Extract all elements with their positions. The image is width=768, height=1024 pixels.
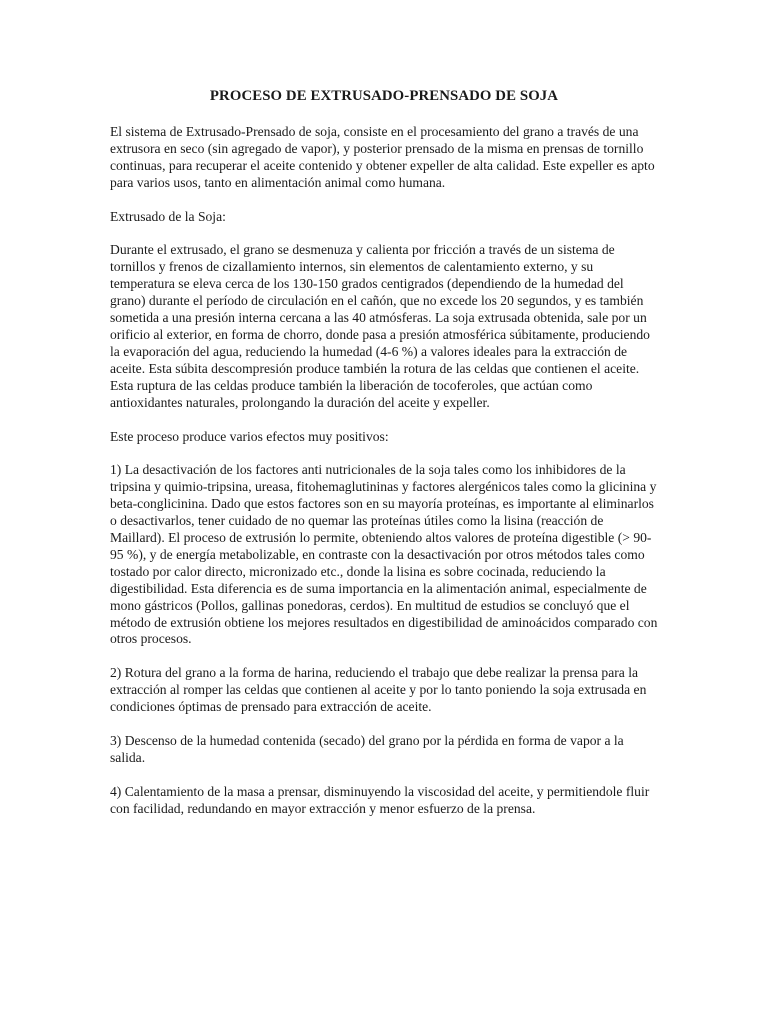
paragraph-intro: El sistema de Extrusado-Prensado de soja, consiste en el procesamiento del grano a través de una extrusora en seco (sin agregado de vapor), y posterior prensado de la misma en prensas de tornillo continuas, para recuperar el aceite contenido y obtener expeller de alta calidad. Este expeller es apto para varios usos, tanto en alimentación animal como humana. bbox=[110, 123, 655, 190]
document-title: PROCESO DE EXTRUSADO-PRENSADO DE SOJA bbox=[209, 88, 559, 104]
paragraph-effects-intro: Este proceso produce varios efectos muy positivos: bbox=[110, 428, 389, 444]
document-page bbox=[110, 88, 658, 835]
list-item-effect-1: 1) La desactivación de los factores anti nutricionales de la soja tales como los inhibidores de la tripsina y quimio-tripsina, ureasa, fitohemaglutininas y factores alergénicos tales como la glicinina y beta-conglicinina. Dado que estos factores son en su mayoría proteínas, es importante al eliminarlos o desactivarlos, tener cuidado de no quemar las proteínas útiles como la lisina (reacción de Maillard). El proceso de extrusión lo permite, obteniendo altos valores de proteína digestible (> 90-95 %), y de energía metabolizable, en contraste con la desactivación por otros métodos tales como tostado por calor directo, micronizado etc., donde la lisina es sobre cocinada, reduciendo la digestibilidad. Esta diferencia es de suma importancia en la alimentación animal, especialmente de mono gástricos (Pollos, gallinas ponedoras, cerdos). En multitud de estudios se concluyó que el método de extrusión obtiene los mejores resultados en digestibilidad de aminoácidos comparado con otros procesos. bbox=[110, 462, 658, 647]
section-heading-extrusado: Extrusado de la Soja: bbox=[110, 208, 226, 224]
list-item-effect-2: 2) Rotura del grano a la forma de harina, reduciendo el trabajo que debe realizar la prensa para la extracción al romper las celdas que contienen al aceite y por lo tanto poniendo la soja extrusada en condiciones óptimas de prensado para extracción de aceite. bbox=[110, 665, 647, 715]
list-item-effect-3: 3) Descenso de la humedad contenida (secado) del grano por la pérdida en forma de vapor a la salida. bbox=[110, 733, 624, 765]
paragraph-extrusado: Durante el extrusado, el grano se desmenuza y calienta por fricción a través de un sistema de tornillos y frenos de cizallamiento internos, sin elementos de calentamiento externo, y su temperatura se eleva cerca de los 130-150 grados centigrados (dependiendo de la humedad del grano) durante el período de circulación en el cañón, que no excede los 20 segundos, y es también sometida a una presión interna cercana a las 40 atmósferas. La soja extrusada obtenida, sale por un orificio al exterior, en forma de chorro, donde pasa a presión atmosférica súbitamente, produciendo la evaporación del agua, reduciendo la humedad (4-6 %) a valores ideales para la extracción de aceite. Esta súbita descompresión produce también la rotura de las celdas que contienen el aceite. Esta ruptura de las celdas produce también la liberación de tocoferoles, que actúan como antioxidantes naturales, prolongando la duración del aceite y expeller. bbox=[110, 242, 650, 410]
list-item-effect-4: 4) Calentamiento de la masa a prensar, disminuyendo la viscosidad del aceite, y permitiendole fluir con facilidad, redundando en mayor extracción y menor esfuerzo de la prensa. bbox=[110, 783, 650, 816]
